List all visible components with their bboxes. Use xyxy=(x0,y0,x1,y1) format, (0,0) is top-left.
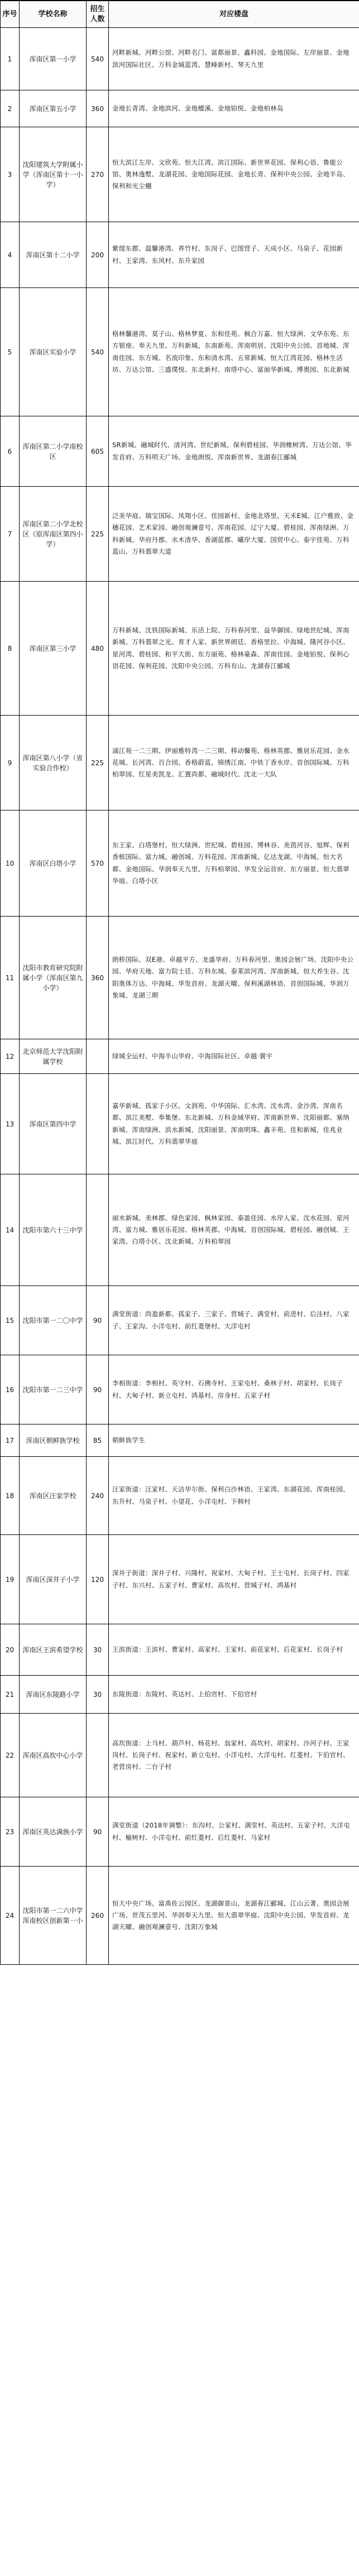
cell-count: 360 xyxy=(87,917,109,1039)
cell-school: 沈阳建筑大学附属小学（浑南区第十一小学） xyxy=(20,127,87,222)
cell-area: 满堂街道（2018年调整）：东沟村、公家村、满堂村、英达村、五家子村、大洋屯村、榆树村、小洋屯村、前红菱村、后红菱村、马家村 xyxy=(109,1797,359,1867)
cell-count: 225 xyxy=(87,487,109,582)
cell-count: 90 xyxy=(87,1286,109,1355)
cell-num: 6 xyxy=(1,416,20,487)
school-district-table xyxy=(0,1,359,1965)
table-row xyxy=(1,1355,359,1424)
header-school: 学校名称 xyxy=(20,1,87,28)
table-row xyxy=(1,1797,359,1867)
cell-count: 240 xyxy=(87,1457,109,1535)
cell-area: 东王家、白塔堡村、恒大绿洲、世纪城、碧桂园、博林谷、美茵河谷、旭辉、保利香槟国际、富力城、融创城、万科花园、浑南新城、亿达龙湖、中海城、恒大名都、金地国际、华润奉天九里、万科柏翠园、华发全运首府、东方丽景、恒大翡翠华庭、白塔小区 xyxy=(109,810,359,917)
cell-area: 河畔新城、河畔公馆、河畔名门、富都丽景、鑫科园、金地国际、左岸丽景、金地滨河国际社区、万科金域蓝湾、慧峰新村、琴天九里 xyxy=(109,28,359,90)
cell-area: 格林馨港湾、莫子山、格林梦夏、东和佳苑、枫合万嘉、恒大绿洲、文华东苑、东方银座、奉天九里、万科新城、东南新苑、浑南明居、沈阳中央公园、首地城、浑南佳园、东方城、名流印象、东和清水湾、五常新城、恒大江湾花园、格林生活坊、万达公馆、三盛璞悦、东北新村、南塔中心、富丽华新城、博奥园、东北新城 xyxy=(109,288,359,416)
cell-area: 泛美华庭、瑞宝国际、凤翔小区、佳园新村、金地北塔里、天禾E城、江户雅致、金穗花园、艺术家园、融创观澜壹号、浑南花园、辽宁大厦、碧桂园、浑南绿洲、万科新城、华府丹郡、水木清华、香湖蓝郡、曦岸大厦、国贸中心、泰宇佳苑、万科蓝山、万科翡翠大道 xyxy=(109,487,359,582)
header-area: 对应楼盘 xyxy=(109,1,359,28)
cell-count: 570 xyxy=(87,810,109,917)
cell-area: 满堂街道：尚盈新都、孤家子、三家子、营城子、满堂村、前进村、后洼村、八家子、王家沟、小洋屯村、前红菱堡村、大洋屯村 xyxy=(109,1286,359,1355)
cell-school: 沈阳市第六十三中学 xyxy=(20,1174,87,1286)
cell-area: 恒大滨江左岸、文欣苑、恒大江湾、滨江国际、新世界花园、保利心语、鲁能公馆、奥林逸墅、龙湖花园、金地国际花园、金地长青、保利中央公园、全地半岛、保利和光尘樾 xyxy=(109,127,359,222)
cell-num: 17 xyxy=(1,1424,20,1457)
cell-area: 紫缇东郡、温馨港湾、养竹村、东岗子、巴图营子、天成小区、马泉子、花园新村、王家湾、东风村、东升家园 xyxy=(109,222,359,288)
table-row xyxy=(1,1867,359,1965)
cell-num: 9 xyxy=(1,716,20,810)
cell-num: 22 xyxy=(1,1714,20,1797)
cell-area: 万科新城、沈铁国际新城、乐活上院、万科春河里、益华御园、绿地世纪城、浑南新城、万科翡翠之光、育才人家、新世界朗廷、香格里拉、中海城、隆河谷小区、星河湾、碧桂园、和平大街、东方丽苑、格林豪森、浑南佳园、金地铂悦、保利心语花园、保利花园、沈阳中央公园、万科有山、龙湖春江郦城 xyxy=(109,582,359,716)
cell-num: 16 xyxy=(1,1355,20,1424)
cell-count: 30 xyxy=(87,1624,109,1676)
cell-count: 120 xyxy=(87,1535,109,1624)
cell-school: 浑南区高坎中心小学 xyxy=(20,1714,87,1797)
cell-area: 绿城全运村、中海半山华府、中海国际社区、卓越·寰宇 xyxy=(109,1039,359,1074)
cell-area: 东陵街道：东陵村、英达村、上伯官村、下伯官村 xyxy=(109,1676,359,1714)
cell-school: 北京师范大学沈阳附属学校 xyxy=(20,1039,87,1074)
cell-num: 3 xyxy=(1,127,20,222)
cell-school: 浑南区白塔小学 xyxy=(20,810,87,917)
cell-school: 浑南区实验小学 xyxy=(20,288,87,416)
table-row xyxy=(1,1286,359,1355)
table-row xyxy=(1,1039,359,1074)
cell-count: 90 xyxy=(87,1797,109,1867)
table-row xyxy=(1,1174,359,1286)
cell-num: 23 xyxy=(1,1797,20,1867)
cell-area: 王滨街道：王滨村、曹家村、高家村、王家村、前花家村、后花家村、长岗子村 xyxy=(109,1624,359,1676)
cell-school: 沈阳市教育研究院附属小学（浑南区第九小学） xyxy=(20,917,87,1039)
cell-school: 浑南区第十二小学 xyxy=(20,222,87,288)
cell-school: 浑南区第八小学（省实验合作校） xyxy=(20,716,87,810)
cell-count xyxy=(87,1174,109,1286)
cell-num: 18 xyxy=(1,1457,20,1535)
cell-count: 480 xyxy=(87,582,109,716)
cell-num: 8 xyxy=(1,582,20,716)
table-row xyxy=(1,1624,359,1676)
cell-count: 605 xyxy=(87,416,109,487)
cell-count: 200 xyxy=(87,222,109,288)
table-row xyxy=(1,288,359,416)
cell-num: 11 xyxy=(1,917,20,1039)
cell-area: 深井子街道：深井子村、兴隆村、祝家村、大甸子村、王士屯村、长岗子村、四家子村、东兴村、五家子村、曹家村、高坎村、营城子村、鸿基村 xyxy=(109,1535,359,1624)
table-row xyxy=(1,1424,359,1457)
header-num: 序号 xyxy=(1,1,20,28)
cell-school: 浑南区朝鲜族学校 xyxy=(20,1424,87,1457)
cell-count: 90 xyxy=(87,1355,109,1424)
cell-count xyxy=(87,1714,109,1797)
cell-num: 10 xyxy=(1,810,20,917)
table-body xyxy=(1,28,359,1965)
cell-count: 270 xyxy=(87,127,109,222)
cell-school: 浑南区第一小学 xyxy=(20,28,87,90)
cell-school: 浑南区东陵路小学 xyxy=(20,1676,87,1714)
cell-count: 225 xyxy=(87,716,109,810)
table-row xyxy=(1,1074,359,1174)
cell-school: 沈阳市第一二三中学 xyxy=(20,1355,87,1424)
cell-school: 浑南区第二小学南校区 xyxy=(20,416,87,487)
table-header-row xyxy=(1,1,359,28)
cell-area: 嘉华新城、孤家子小区、文润苑、中华国际、汇水湾、沈水湾、金沙湾、浑南名都、滨江美墅、奉集堡、东北新城、万科金域华府、浑南新世界、沈阳丽都、塞纳新城、浑南绿洲、滨水新城、沈阳丽景、浑南明珠、鑫丰苑、佳和新城、佳兆业城、滨江时代、万科翡翠华庭 xyxy=(109,1074,359,1174)
cell-area: 高坎街道：上马村、葫芦村、杨花村、翁家村、高坎村、胡家村、沙河子村、王家岗村、长岗子村、祝家村、新立屯村、小洋屯村、大洋屯村、红菱村、下伯官村、老营房村、二台子村 xyxy=(109,1714,359,1797)
cell-school: 浑南区第二小学北校区（原浑南区第四小学） xyxy=(20,487,87,582)
cell-school: 浑南区第五小学 xyxy=(20,90,87,127)
cell-school: 浑南区英达满族小学 xyxy=(20,1797,87,1867)
cell-area: 恒大中央广场、富禹佐云园区、龙湖御景山、龙湖春江郦城、江山云著、奥园会展广场、世茂五里河、华润奉天九里、恒大翡翠华庭、沈阳中央公园、华发首府、龙湖天曜、融创观澜壹号、沈阳万象城 xyxy=(109,1867,359,1965)
cell-school: 沈阳市第一二六中学浑南校区创新第一小 xyxy=(20,1867,87,1965)
cell-num: 15 xyxy=(1,1286,20,1355)
table-row xyxy=(1,1714,359,1797)
cell-num: 14 xyxy=(1,1174,20,1286)
cell-school: 浑南区第三小学 xyxy=(20,582,87,716)
table-row xyxy=(1,810,359,917)
cell-area: 浦江苑一二三期、伊丽雅特湾一二三期、移动馨苑、格林英郡、雅居乐花园、金水花城、长河湾、百合园、香格蔚蓝、锦绣江南、中铁丁香水岸、首创国际城、万科柏翠园、红星美凯龙、汇置尚都、融城时代、沈北一大队 xyxy=(109,716,359,810)
cell-num: 24 xyxy=(1,1867,20,1965)
cell-num: 20 xyxy=(1,1624,20,1676)
cell-count xyxy=(87,1039,109,1074)
cell-num: 19 xyxy=(1,1535,20,1624)
table-row xyxy=(1,487,359,582)
cell-num: 13 xyxy=(1,1074,20,1174)
header-count: 招生人数 xyxy=(87,1,109,28)
cell-count: 540 xyxy=(87,288,109,416)
cell-num: 4 xyxy=(1,222,20,288)
cell-count: 30 xyxy=(87,1676,109,1714)
cell-area: 朝鲜族学生 xyxy=(109,1424,359,1457)
cell-school: 浑南区王滨希望学校 xyxy=(20,1624,87,1676)
table-row xyxy=(1,28,359,90)
cell-num: 7 xyxy=(1,487,20,582)
cell-area: 丽水新城、美林郡、绿色家园、枫林家园、泰盈佳园、水岸人家、沈水花园、星河湾、富力城、雅居乐花园、格林英郡、中海城、首创国际城、碧桂园、融创城、王家湾、白塔小区、沈北新城、万科柏翠园 xyxy=(109,1174,359,1286)
cell-count: 360 xyxy=(87,90,109,127)
cell-area: 李相街道：李相村、英守村、石佛寺村、王家屯村、桑林子村、胡家村、长岗子村、大甸子村、新立屯村、鸿基村、房身村、五家子村 xyxy=(109,1355,359,1424)
table-row xyxy=(1,222,359,288)
cell-school: 沈阳市第一二〇中学 xyxy=(20,1286,87,1355)
table-row xyxy=(1,1535,359,1624)
cell-num: 2 xyxy=(1,90,20,127)
table-row xyxy=(1,416,359,487)
cell-num: 12 xyxy=(1,1039,20,1074)
table-row xyxy=(1,90,359,127)
cell-num: 5 xyxy=(1,288,20,416)
cell-count: 540 xyxy=(87,28,109,90)
cell-num: 21 xyxy=(1,1676,20,1714)
cell-count xyxy=(87,1074,109,1174)
cell-num: 1 xyxy=(1,28,20,90)
table-row xyxy=(1,1457,359,1535)
table-row xyxy=(1,127,359,222)
cell-school: 浑南区第四中学 xyxy=(20,1074,87,1174)
table-row xyxy=(1,716,359,810)
cell-count: 260 xyxy=(87,1867,109,1965)
cell-area: 朗桥国际、双E港、卓越平方、龙盛华府、万科春河里、奥园会展广场、沈阳中央公园、华府天地、富力院士廷、万科东城、泰莱滨河湾、浑南新城、恒大养生谷、沈阳奥体万达、中海城、华发首府、龙湖天曜、保利溪湖林语、首创国际城、华润万象城、龙湖三期 xyxy=(109,917,359,1039)
table-row xyxy=(1,1676,359,1714)
cell-area: 汪家街道：汪家村、天洁华尔街、保利白沙林语、王家湾、东湖花园、浑南桂园、东升村、马泉子村、小望花、小洋屯村、下韩村 xyxy=(109,1457,359,1535)
cell-count: 85 xyxy=(87,1424,109,1457)
cell-area: SR新城、融城时代、清河湾、世纪新城、保利碧桂园、华润橡树湾、万达公馆、华发首府、万科明天广场、金地朗悦、浑南新世界、龙湖春江郦城 xyxy=(109,416,359,487)
cell-area: 金地长青湾、金地滨河、金地檀溪、金地铂悦、金地柏林岛 xyxy=(109,90,359,127)
cell-school: 浑南区汪家学校 xyxy=(20,1457,87,1535)
table-row xyxy=(1,917,359,1039)
cell-school: 浑南区深井子小学 xyxy=(20,1535,87,1624)
table-row xyxy=(1,582,359,716)
